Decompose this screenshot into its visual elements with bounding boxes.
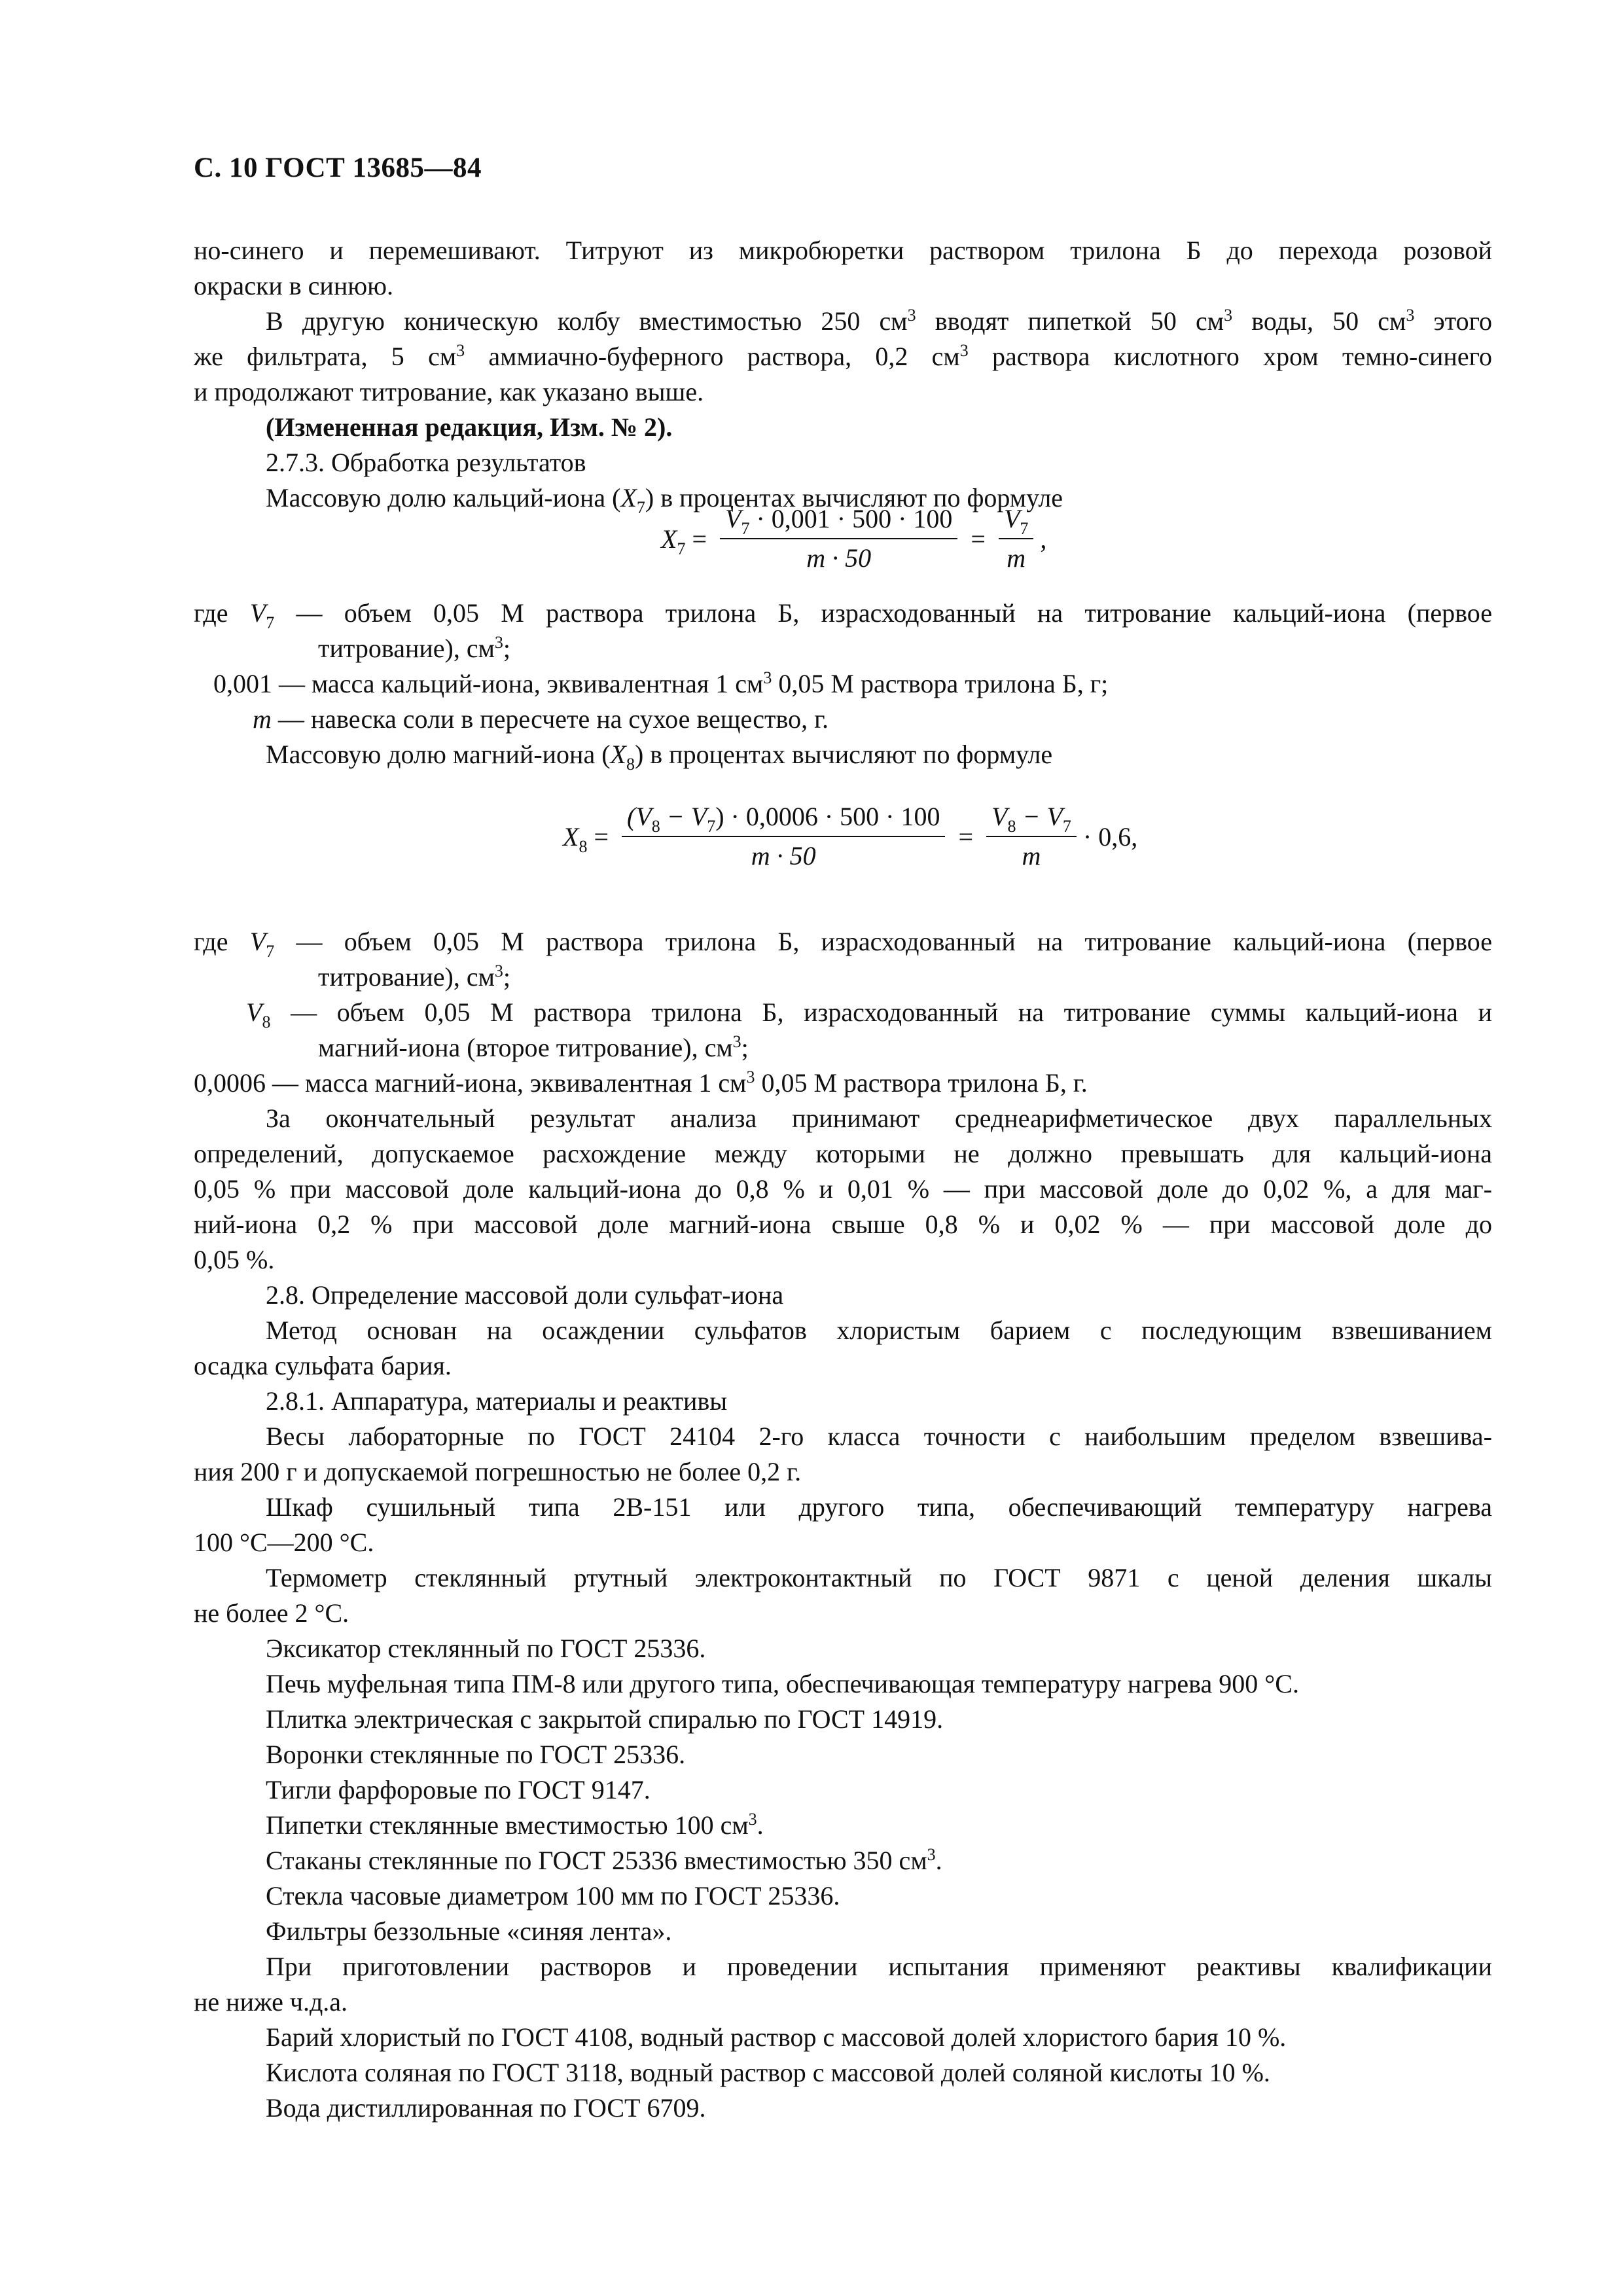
- legend-line: магний-иона (второе титрование), $см^3$;: [318, 1032, 749, 1062]
- legend-line: где $V_7$ — объем 0,05 М раствора трилона Б, израсходованный на титрование кальций-иона (первое: [194, 927, 1492, 961]
- legend-line: m — навеска соли в пересчете на сухое вещество, г.: [253, 704, 829, 734]
- text-block-where-x7: [194, 596, 1492, 772]
- formula-x7: $X_7$ = $\frac{V_7 \cdot 0,001 \cdot 500 \cdot 100}{m \cdot 50}$ = $\frac{V_7}{m}$ ,: [661, 504, 1047, 573]
- section-heading-2-8-1: 2.8.1. Аппаратура, материалы и реактивы: [266, 1386, 728, 1416]
- paragraph-line: осадка сульфата бария.: [194, 1351, 452, 1380]
- list-item: ния 200 г и допускаемой погрешностью не более 0,2 г.: [194, 1457, 802, 1486]
- list-item: Кислота соляная по ГОСТ 3118, водный раствор с массовой долей соляной кислоты 10 %.: [266, 2058, 1270, 2087]
- paragraph-line: При приготовлении растворов и проведении испытания применяют реактивы квалификации: [266, 1952, 1492, 1981]
- paragraph-line: За окончательный результат анализа принимают среднеарифметическое двух параллельных: [266, 1103, 1492, 1133]
- list-item: Стаканы стеклянные по ГОСТ 25336 вместимостью 350 $см^3$.: [266, 1845, 942, 1875]
- list-item: Печь муфельная типа ПМ-8 или другого типа, обеспечивающая температуру нагрева 900 °С.: [266, 1669, 1299, 1698]
- paragraph-line: 0,05 %.: [194, 1245, 275, 1274]
- text-block-intro: [194, 233, 1492, 516]
- list-item: Барий хлористый по ГОСТ 4108, водный раствор с массовой долей хлористого бария 10 %.: [266, 2022, 1287, 2052]
- legend-line: $V_8$ — объем 0,05 М раствора трилона Б, израсходованный на титрование суммы кальций-иона и: [246, 997, 1492, 1031]
- paragraph-line: же фильтрата, 5 $см^3$ аммиачно-буферного раствора, 0,2 $см^3$ раствора кислотного хром темно-синего: [194, 341, 1493, 371]
- list-item: Воронки стеклянные по ГОСТ 25336.: [266, 1740, 686, 1769]
- paragraph-line: Метод основан на осаждении сульфатов хлористым барием с последующим взвешиванием: [266, 1316, 1492, 1345]
- formula-x8: $X_8$ = $\frac{(V_8 - V_7) \cdot 0,0006 \cdot 500 \cdot 100}{m \cdot 50}$ = $\frac{V_8 - V_7}{m}$ · 0,6,: [563, 802, 1138, 870]
- list-item: Пипетки стеклянные вместимостью 100 $см^3$.: [266, 1810, 764, 1840]
- paragraph-line: 0,05 % при массовой доле кальций-иона до 0,8 % и 0,01 % — при массовой доле до 0,02 %, а для маг-: [194, 1174, 1492, 1204]
- legend-line: где $V_7$ — объем 0,05 М раствора трилона Б, израсходованный на титрование кальций-иона (первое: [194, 598, 1492, 632]
- list-item: Весы лабораторные по ГОСТ 24104 2-го класса точности с наибольшим пределом взвешива-: [266, 1422, 1492, 1451]
- formula-intro-x7: Массовую долю кальций-иона $(X_7)$ в процентах вычисляют по формуле: [266, 483, 1063, 517]
- list-item: Тигли фарфоровые по ГОСТ 9147.: [266, 1775, 651, 1804]
- list-item: Шкаф сушильный типа 2В-151 или другого типа, обеспечивающий температуру нагрева: [266, 1492, 1492, 1522]
- list-item: Плитка электрическая с закрытой спиралью по ГОСТ 14919.: [266, 1704, 944, 1734]
- legend-line: титрование), $см^3$;: [318, 633, 511, 663]
- page-header: С. 10 ГОСТ 13685—84: [194, 152, 482, 183]
- paragraph-line: определений, допускаемое расхождение между которыми не должно превышать для кальций-иона: [194, 1139, 1492, 1168]
- section-heading-2-7-3: 2.7.3. Обработка результатов: [266, 448, 586, 477]
- paragraph-line: окраски в синюю.: [194, 271, 393, 300]
- legend-line: 0,0006 — масса магний-иона, эквивалентная 1 $см^3$ 0,05 М раствора трилона Б, г.: [194, 1067, 1088, 1098]
- list-item: 100 °С—200 °С.: [194, 1528, 374, 1557]
- formula-intro-x8: Массовую долю магний-иона $(X_8)$ в процентах вычисляют по формуле: [266, 740, 1053, 774]
- paragraph-line: не ниже ч.д.а.: [194, 1987, 348, 2017]
- list-item: Стекла часовые диаметром 100 мм по ГОСТ 25336.: [266, 1881, 840, 1910]
- legend-line: 0,001 — масса кальций-иона, эквивалентная 1 $см^3$ 0,05 М раствора трилона Б, г;: [213, 668, 1109, 698]
- list-item: Фильтры беззольные «синяя лента».: [266, 1916, 672, 1946]
- paragraph-line: но-синего и перемешивают. Титруют из микробюретки раствором трилона Б до перехода розовой: [194, 236, 1492, 265]
- section-heading-2-8: 2.8. Определение массовой доли сульфат-иона: [266, 1280, 784, 1310]
- paragraph-line: и продолжают титрование, как указано выше.: [194, 377, 704, 406]
- text-block-where-x8: [194, 924, 1492, 2126]
- list-item: не более 2 °С.: [194, 1598, 349, 1628]
- paragraph-line: В другую коническую колбу вместимостью 250 $см^3$ вводят пипеткой 50 $см^3$ воды, 50 $см^3$ этого: [266, 306, 1493, 336]
- list-item: Вода дистиллированная по ГОСТ 6709.: [266, 2093, 706, 2123]
- legend-line: титрование), $см^3$;: [318, 961, 511, 992]
- list-item: Термометр стеклянный ртутный электроконтактный по ГОСТ 9871 с ценой деления шкалы: [266, 1563, 1492, 1592]
- paragraph-line: ний-иона 0,2 % при массовой доле магний-иона свыше 0,8 % и 0,02 % — при массовой доле до: [194, 1210, 1492, 1239]
- list-item: Эксикатор стеклянный по ГОСТ 25336.: [266, 1634, 706, 1663]
- revision-note: (Измененная редакция, Изм. № 2).: [266, 412, 673, 442]
